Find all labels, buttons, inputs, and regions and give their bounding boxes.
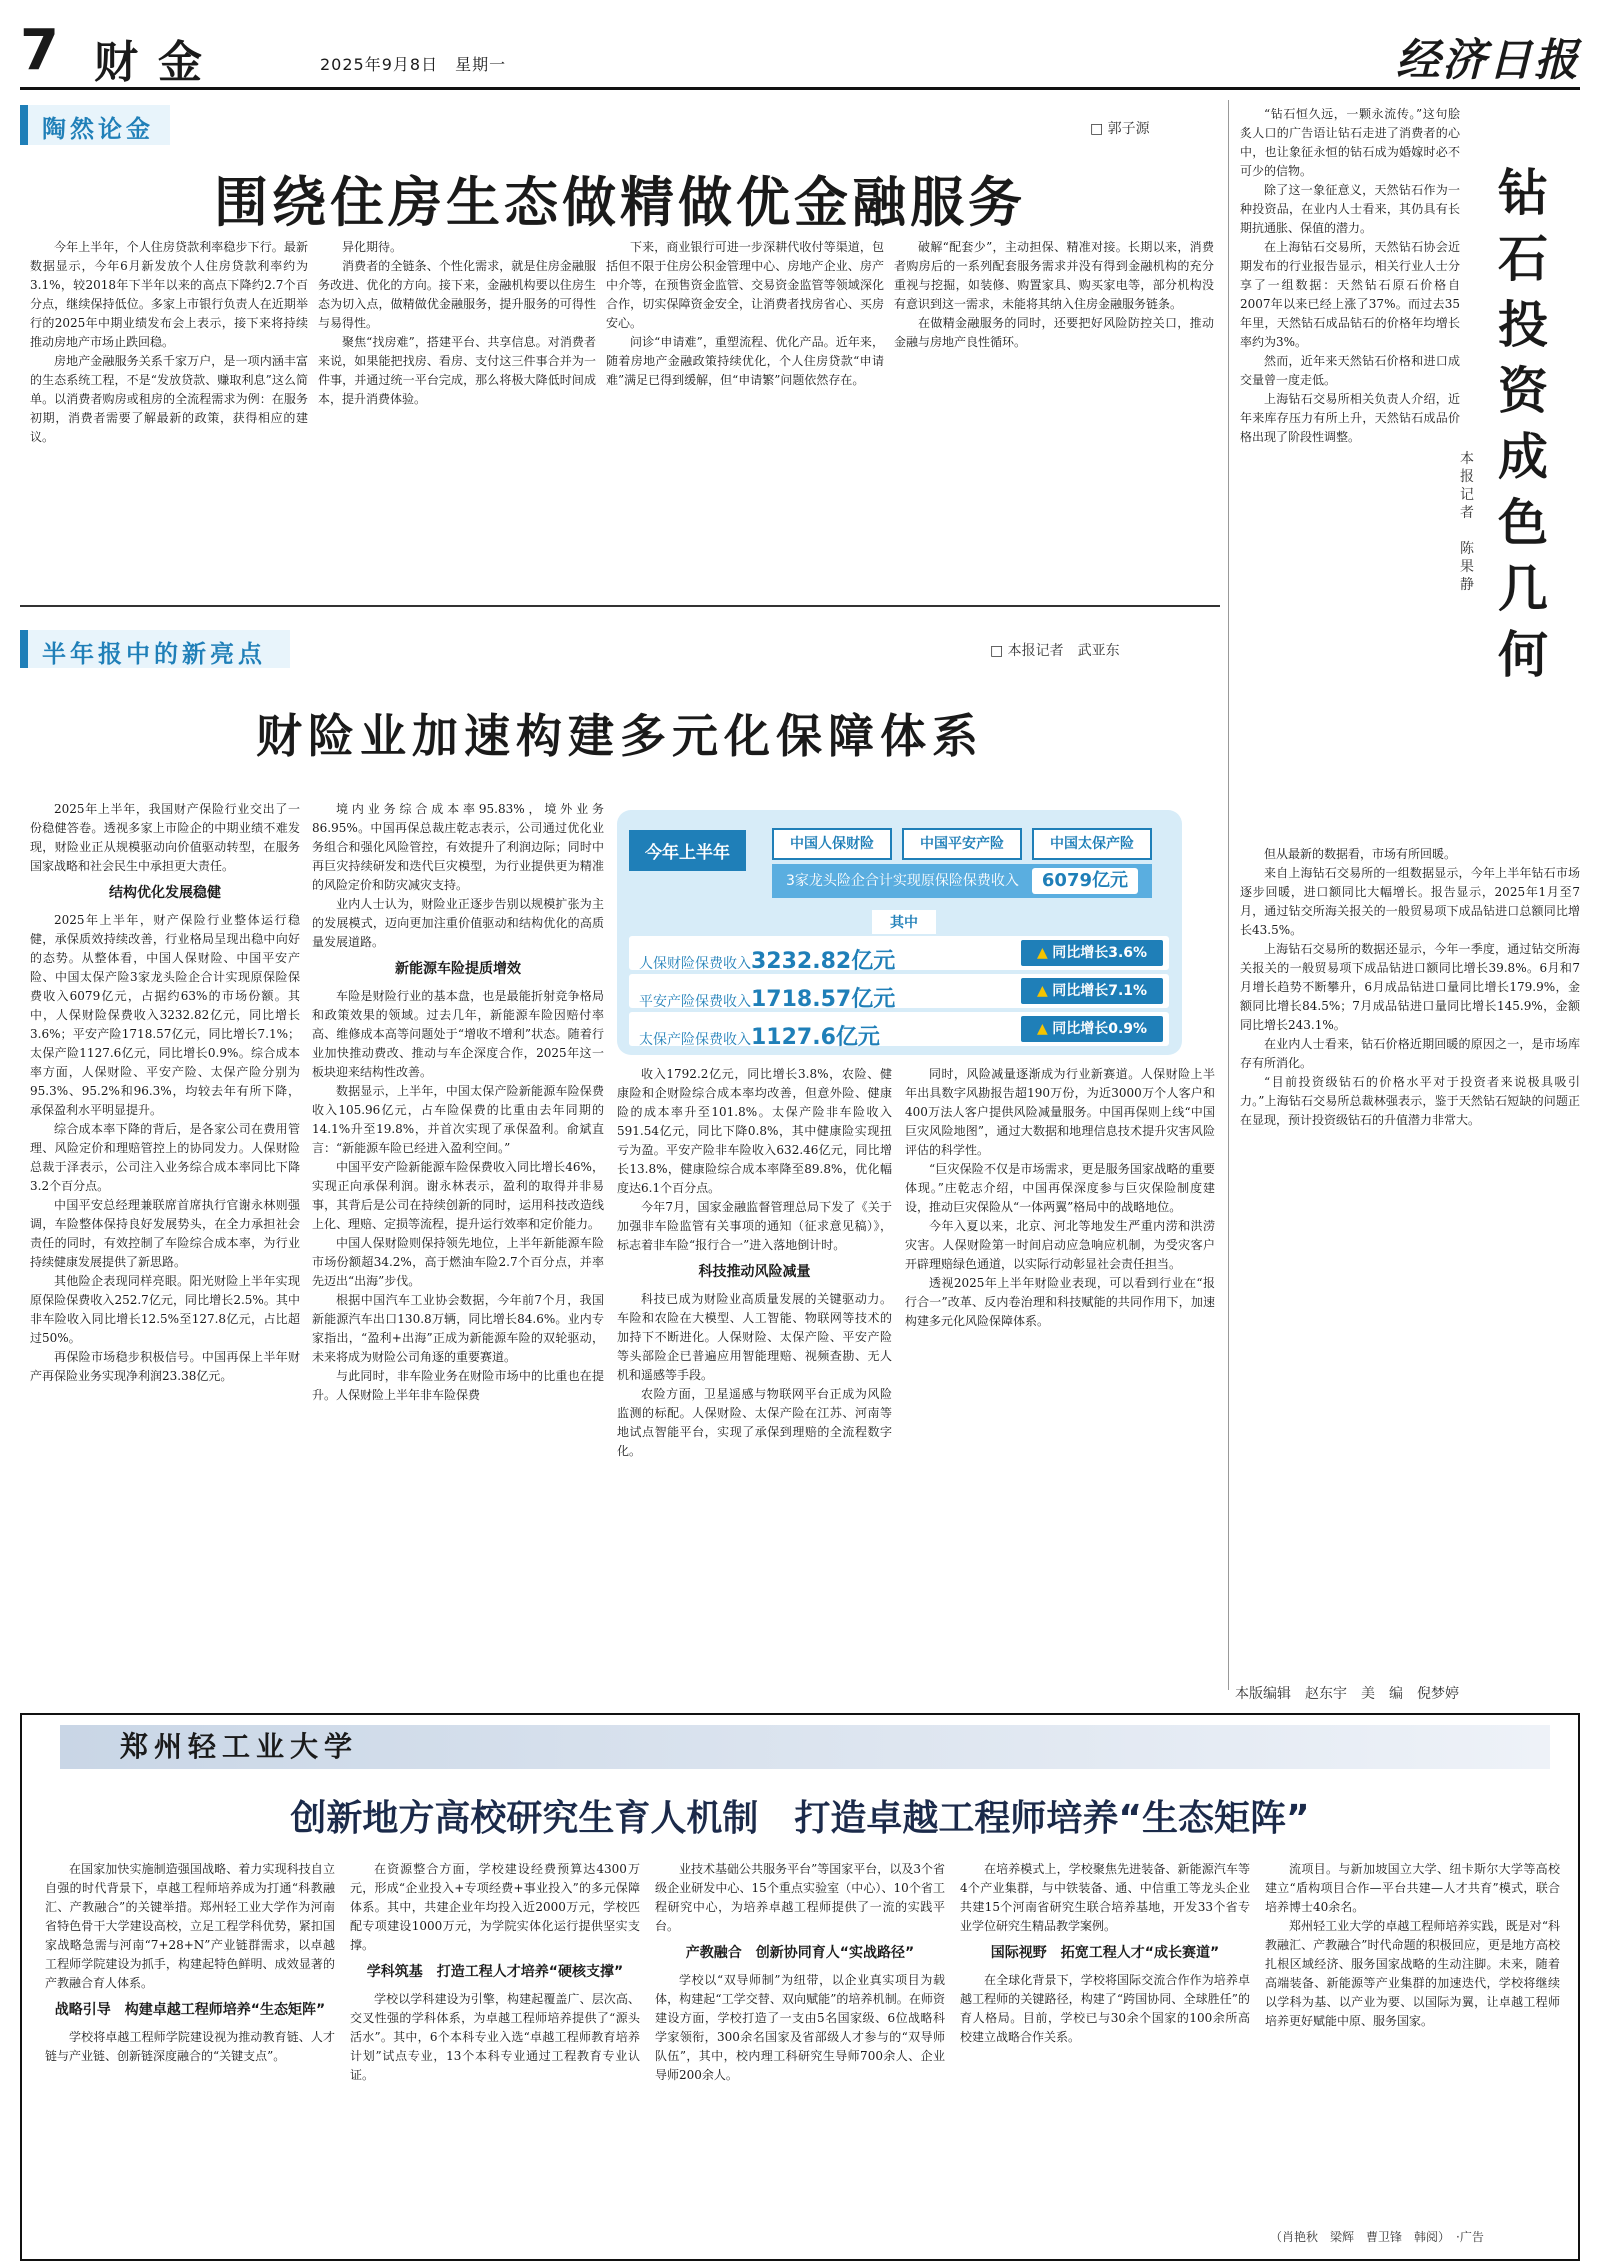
article2-column-4 [905,1065,1215,1680]
diamond-byline-name: 陈果静 [1460,541,1474,593]
paragraph: 业技术基础公共服务平台”等国家平台，以及3个省级企业研发中心、15个重点实验室（中心）、10个省工程研究中心，为培养卓越工程师提供了一流的实践平台。 [655,1862,945,1933]
paragraph: 中国平安总经理兼联席首席执行官谢永林则强调，车险整体保持良好发展势头，在全力承担社会责任的同时，有效控制了车险综合成本率，为行业持续健康发展提供了新思路。 [30,1198,300,1269]
paragraph: 2025年上半年，我国财产保险行业交出了一份稳健答卷。透视多家上市险企的中期业绩不难发现，财险业正从规模驱动向价值驱动转型，在服务国家战略和社会民生中承担更大责任。 [30,802,300,873]
row-label: 人保财险保费收入3232.82亿元 [639,949,896,974]
paragraph: 异化期待。 [342,240,403,254]
article2-title: 财险业加速构建多元化保障体系 [256,709,984,763]
company-label: 中国太保产险 [1032,828,1152,860]
total-value: 6079亿元 [1032,868,1138,894]
premium-row [629,936,1169,974]
growth-badge: ▲ 同比增长7.1% [1021,978,1163,1004]
paragraph: 收入1792.2亿元，同比增长3.8%，农险、健康险和企财险综合成本率均改善，但意外险、健康险的成本率升至101.8%。太保产险非车险收入591.54亿元，同比下降0.8%，其中健康险实现扭亏为盈。平安产险非车险收入632.46亿元，同比增长13.8%，健康险综合成本率降至89.8%，优化幅度达6.1个百分点。 [617,1067,892,1195]
subheading: 战略引导 构建卓越工程师培养“生态矩阵” [54,2002,326,2018]
among-label: 其中 [872,910,936,934]
masthead-logo: 经济日报 [1396,35,1580,86]
total-label: 3家龙头险企合计实现原保险保费收入 [786,873,1019,889]
paragraph: 在上海钻石交易所，天然钻石协会近期发布的行业报告显示，相关行业人士分享了一组数据：天然钻石原石价格自2007年以来已经上涨了37%。而过去35年里，天然钻石成品钻石的价格年均增长率约为3%。 [1240,240,1460,349]
paragraph: 消费者的全链条、个性化需求，就是住房金融服务改进、优化的方向。接下来，金融机构要以住房生态为切入点，做精做优金融服务，提升服务的可得性与易得性。 [318,259,596,330]
divider [20,605,1220,607]
paragraph: 学校以“双导师制”为纽带，以企业真实项目为载体，构建起“工学交替、双向赋能”的培养机制。在师资建设方面，学校打造了一支由5名国家级、6位战略科学家领衔，300余名国家及省部级人才参与的“双导师队伍”，其中，校内理工科研究生导师700余人、企业导师200余人。 [655,1973,945,2082]
article1-column-4 [894,238,1214,593]
paragraph: 同时，风险减量逐渐成为行业新赛道。人保财险上半年出具数字风勘报告超190万份，为近3000万个人客户和400万法人客户提供风险减量服务。中国再保则上线“中国巨灾风险地图”，通过大数据和地理信息技术提升灾害风险评估的科学性。 [905,1067,1215,1157]
paragraph: 业内人士认为，财险业正逐步告别以规模扩张为主的发展模式，迈向更加注重价值驱动和结构优化的高质量发展道路。 [312,897,604,949]
paragraph: 流项目。与新加坡国立大学、纽卡斯尔大学等高校建立“盾构项目合作—平台共建—人才共育”模式，联合培养博士40余名。 [1265,1862,1560,1914]
paragraph: 破解“配套少”，主动担保、精准对接。长期以来，消费者购房后的一系列配套服务需求并没有得到金融机构的充分重视与挖掘，如装修、购置家具、购买家电等，部分机构没有意识到这一需求，未能将其纳入住房金融服务链条。 [894,240,1214,311]
article1-column-3 [606,238,884,593]
diamond-column-bottom [1240,845,1580,1680]
ad-university-tag: 郑州轻工业大学 [60,1725,1550,1769]
paragraph: “巨灾保险不仅是市场需求，更是服务国家战略的重要体现。”庄乾志介绍，中国再保深度参与巨灾保险制度建设，推动巨灾保险从“一体两翼”格局中的战略地位。 [905,1162,1215,1214]
paragraph: “钻石恒久远，一颗永流传。”这句脍炙人口的广告语让钻石走进了消费者的心中，也让象征永恒的钻石成为婚嫁时必不可少的信物。 [1240,107,1460,178]
paragraph: “目前投资级钻石的价格水平对于投资者来说极具吸引力。”上海钻石交易所总裁林强表示，鉴于天然钻石短缺的问题正在显现，预计投资级钻石的升值潜力非常大。 [1240,1075,1580,1127]
paragraph: 在业内人士看来，钻石价格近期回暖的原因之一，是市场库存有所消化。 [1240,1037,1580,1070]
ad-column-3 [655,1860,945,2250]
paragraph: 与此同时，非车险业务在财险市场中的比重也在提升。人保财险上半年非车险保费 [312,1369,604,1402]
paragraph: 今年7月，国家金融监督管理总局下发了《关于加强非车险监管有关事项的通知（征求意见稿）》，标志着非车险“报行合一”进入落地倒计时。 [617,1200,892,1252]
premium-row [629,1012,1169,1050]
paragraph: 然而，近年来天然钻石价格和进口成交量曾一度走低。 [1240,354,1460,387]
paragraph: 今年入夏以来，北京、河北等地发生严重内涝和洪涝灾害。人保财险第一时间启动应急响应机制，为受灾客户开辟理赔绿色通道，以实际行动彰显社会责任担当。 [905,1219,1215,1271]
growth-badge: ▲ 同比增长3.6% [1021,940,1163,966]
article1-column-2 [318,238,596,593]
row-value: 3232.82亿元 [751,949,896,974]
paragraph: 房地产金融服务关系千家万户，是一项内涵丰富的生态系统工程，不是“发放贷款、赚取利息”这么简单。以消费者购房或租房的全流程需求为例：在服务初期，消费者需要了解最新的政策，获得相应的建议。 [30,354,308,444]
subheading: 国际视野 拓宽工程人才“成长赛道” [990,1945,1220,1961]
paragraph: 数据显示，上半年，中国太保产险新能源车险保费收入105.96亿元，占车险保费的比重由去年同期的14.1%升至19.8%，并首次实现了承保盈利。俞斌直言：“新能源车险已经进入盈利空间。” [312,1084,604,1155]
paragraph: 中国人保财险则保持领先地位，上半年新能源车险市场份额超34.2%，高于燃油车险2.7个百分点，并率先迈出“出海”步伐。 [312,1236,604,1288]
diamond-column-top [1240,105,1460,825]
page-number: 7 [20,18,59,83]
paragraph: 今年上半年，个人住房贷款利率稳步下行。最新数据显示，今年6月新发放个人住房贷款利率约为3.1%，较2018年下半年以来的高点下降约2.7个百分点，继续保持低位。多家上市银行负责人在近期举行的2025年中期业绩发布会上表示，接下来将持续推动房地产市场止跌回稳。 [30,240,308,349]
paragraph: 科技已成为财险业高质量发展的关键驱动力。车险和农险在大模型、人工智能、物联网等技术的加持下不断进化。人保财险、太保产险、平安产险等头部险企已普遍应用智能理赔、视频查勘、无人机和遥感等手段。 [617,1292,892,1382]
paragraph: 2025年上半年，财产保险行业整体运行稳健，承保质效持续改善，行业格局呈现出稳中向好的态势。从整体看，中国人保财险、中国平安产险、中国太保产险3家龙头险企合计实现原保险保费收入6079亿元，占据约63%的市场份额。其中，人保财险保费收入3232.82亿元，同比增长3.6%；平安产险1718.57亿元，同比增长7.1%；太保产险1127.6亿元，同比增长0.9%。综合成本率方面，人保财险、平安产险、太保产险分别为95.3%、95.2%和96.3%，均较去年有所下降，承保盈利水平明显提升。 [30,913,300,1117]
page-header [20,18,1580,90]
infographic-badge: 今年上半年 [629,830,746,871]
paragraph: 来自上海钻石交易所的一组数据显示，今年上半年钻石市场逐步回暖，进口额同比大幅增长。报告显示，2025年1月至7月，通过钻交所海关报关的一般贸易项下成品钻进口总额同比增长43.5%。 [1240,866,1580,937]
article1-title: 围绕住房生态做精做优金融服务 [214,171,1026,234]
paragraph: 境内业务综合成本率95.83%，境外业务86.95%。中国再保总裁庄乾志表示，公司通过优化业务组合和强化风险管控，有效提升了利润边际；同时中再巨灾持续研发和迭代巨灾模型，为行业提供更为精准的风险定价和防灾减灾支持。 [312,802,604,892]
ad-headline: 创新地方高校研究生育人机制 打造卓越工程师培养“生态矩阵” [290,1798,1310,1839]
paragraph: 透视2025年上半年财险业表现，可以看到行业在“报行合一”改革、反内卷治理和科技赋能的共同作用下，加速构建多元化风险保障体系。 [905,1276,1215,1328]
article2-column-3 [617,1065,892,1680]
row-label: 平安产险保费收入1718.57亿元 [639,987,896,1012]
paragraph: 问诊“申请难”，重塑流程、优化产品。近年来，随着房地产金融政策持续优化，个人住房贷款“申请难”满足已得到缓解，但“申请繁”问题依然存在。 [606,335,884,387]
ad-column-5 [1265,1860,1560,2220]
subheading: 结构优化发展稳健 [109,885,221,901]
issue-date: 2025年9月8日 星期一 [320,55,507,74]
paragraph: 上海钻石交易所相关负责人介绍，近年来库存压力有所上升，天然钻石成品价格出现了阶段性调整。 [1240,392,1460,444]
paragraph: 中国平安产险新能源车险保费收入同比增长46%，实现正向承保利润。谢永林表示，盈利的取得并非易事，其背后是公司在持续创新的同时，运用科技改造线上化、理赔、定损等流程，提升运行效率和定价能力。 [312,1160,604,1231]
subheading: 学科筑基 打造工程人才培养“硬核支撑” [366,1964,624,1980]
column-divider [1228,100,1229,1690]
paragraph: 郑州轻工业大学的卓越工程师培养实践，既是对“科教融汇、产教融合”时代命题的积极回应，更是地方高校扎根区域经济、服务国家战略的生动注脚。未来，随着高端装备、新能源等产业集群的加速迭代，学校将继续以学科为基、以产业为要、以国际为翼，让卓越工程师培养更好赋能中原、服务国家。 [1265,1919,1560,2028]
section-name: 财金 [94,37,222,88]
growth-badge: ▲ 同比增长0.9% [1021,1016,1163,1042]
paragraph: 在做精金融服务的同时，还要把好风险防控关口，推动金融与房地产良性循环。 [894,316,1214,349]
row-value: 1127.6亿元 [751,1025,880,1050]
paragraph: 但从最新的数据看，市场有所回暖。 [1264,847,1457,861]
paragraph: 聚焦“找房难”，搭建平台、共享信息。对消费者来说，如果能把找房、看房、支付这三件事合并为一件事，并通过统一平台完成，那么将极大降低时间成本，提升消费体验。 [318,335,596,406]
paragraph: 学校将卓越工程师学院建设视为推动教育链、人才链与产业链、创新链深度融合的“关键支点”。 [45,2030,335,2063]
up-arrow-icon: ▲ [1036,983,1048,999]
paragraph: 下来，商业银行可进一步深耕代收付等渠道，包括但不限于住房公积金管理中心、房地产企业、房产中介等，在预售资金监管、交易资金监管等领域深化合作，切实保障资金安全，让消费者找房省心、买房安心。 [606,240,884,330]
article2-column-2 [312,800,604,1680]
row-value: 1718.57亿元 [751,987,896,1012]
paragraph: 农险方面，卫星遥感与物联网平台正成为风险监测的标配。人保财险、太保产险在江苏、河南等地试点智能平台，实现了承保到理赔的全流程数字化。 [617,1387,892,1458]
column-tag-halfyear: 半年报中的新亮点 [20,630,290,668]
paragraph: 学校以学科建设为引擎，构建起覆盖广、层次高、交叉性强的学科体系，为卓越工程师培养提供了“源头活水”。其中，6个本科专业入选“卓越工程师教育培养计划”试点专业，13个本科专业通过工程教育专业认证。 [350,1992,640,2082]
page-editors: 本版编辑 赵东宇 美 编 倪梦婷 [1235,1686,1459,1702]
ad-column-4 [960,1860,1250,2250]
paragraph: 在国家加快实施制造强国战略、着力实现科技自立自强的时代背景下，卓越工程师培养成为打通“科教融汇、产教融合”的关键举措。郑州轻工业大学作为河南省特色骨干大学建设高校，立足工程学科优势，紧扣国家战略急需与河南“7+28+N”产业链群需求，以卓越工程师学院建设为抓手，构建起特色鲜明、成效显著的产教融合育人体系。 [45,1862,335,1990]
subheading: 新能源车险提质增效 [395,961,521,977]
article1-column-1 [30,238,308,593]
premium-row [629,974,1169,1012]
company-label: 中国平安产险 [902,828,1022,860]
up-arrow-icon: ▲ [1036,1021,1048,1037]
ad-column-1 [45,1860,335,2250]
paragraph: 综合成本率下降的背后，是各家公司在费用管理、风险定价和理赔管控上的协同发力。人保财险总裁于泽表示，公司注入业务综合成本率同比下降3.2个百分点。 [30,1122,300,1193]
article2-column-1 [30,800,300,1680]
subheading: 产教融合 创新协同育人“实战路径” [685,1945,915,1961]
paragraph: 在培养模式上，学校聚焦先进装备、新能源汽车等4个产业集群，与中铁装备、通、中信重工等龙头企业共建15个河南省研究生联合培养基地，开发33个省专业学位研究生精品教学案例。 [960,1862,1250,1933]
diamond-article-title: 钻石投资成色几何 [1498,164,1548,684]
paragraph: 上海钻石交易所的数据还显示，今年一季度，通过钻交所海关报关的一般贸易项下成品钻进口额同比增长39.8%。6月和7月增长趋势不断攀升，6月成品钻进口量同比增长179.9%，金额同比增长84.5%；7月成品钻进口量同比增长145.9%，金额同比增长243.1%。 [1240,942,1580,1032]
article1-byline: □ 郭子源 [1090,121,1150,137]
up-arrow-icon: ▲ [1036,945,1048,961]
paragraph: 在全球化背景下，学校将国际交流合作作为培养卓越工程师的关键路径，构建了“跨国协同、全球胜任”的育人格局。目前，学校已与30余个国家的100余所高校建立战略合作关系。 [960,1973,1250,2044]
company-label: 中国人保财险 [772,828,892,860]
premium-infographic [617,810,1182,1055]
total-band [772,864,1152,898]
paragraph: 再保险市场稳步积极信号。中国再保上半年财产再保险业务实现净利润23.38亿元。 [30,1350,300,1383]
diamond-byline-label: 本报记者 [1460,451,1474,521]
paragraph: 车险是财险行业的基本盘，也是最能折射竞争格局和政策效果的领域。过去几年，新能源车险因赔付率高、维修成本高等问题处于“增收不增利”状态。随着行业加快推动费改、推动与车企深度合作，2025年这一板块迎来结构性改善。 [312,989,604,1079]
row-label: 太保产险保费收入1127.6亿元 [639,1025,880,1050]
subheading: 科技推动风险减量 [698,1264,811,1280]
paragraph: 其他险企表现同样亮眼。阳光财险上半年实现原保险保费收入252.7亿元，同比增长2.5%。其中非车险收入同比增长12.5%至127.8亿元，占比超过50%。 [30,1274,300,1345]
column-tag-taoran: 陶然论金 [20,105,170,145]
paragraph: 在资源整合方面，学校建设经费预算达4300万元，形成“企业投入+专项经费+事业投入”的多元保障体系。其中，共建企业年均投入近2000万元，学校匹配专项建设1000万元，为学院实体化运行提供坚实支撑。 [350,1862,640,1952]
paragraph: 除了这一象征意义，天然钻石作为一种投资品，在业内人士看来，其仍具有长期抗通胀、保值的潜力。 [1240,183,1460,235]
ad-credit: （肖艳秋 梁辉 曹卫锋 韩阅） ·广告 [1270,2230,1484,2244]
ad-column-2 [350,1860,640,2250]
paragraph: 根据中国汽车工业协会数据，今年前7个月，我国新能源汽车出口130.8万辆，同比增长84.6%。业内专家指出，“盈利+出海”正成为新能源车险的双轮驱动，未来将成为财险公司角逐的重要赛道。 [312,1293,604,1364]
article2-byline: □ 本报记者 武亚东 [990,643,1120,659]
